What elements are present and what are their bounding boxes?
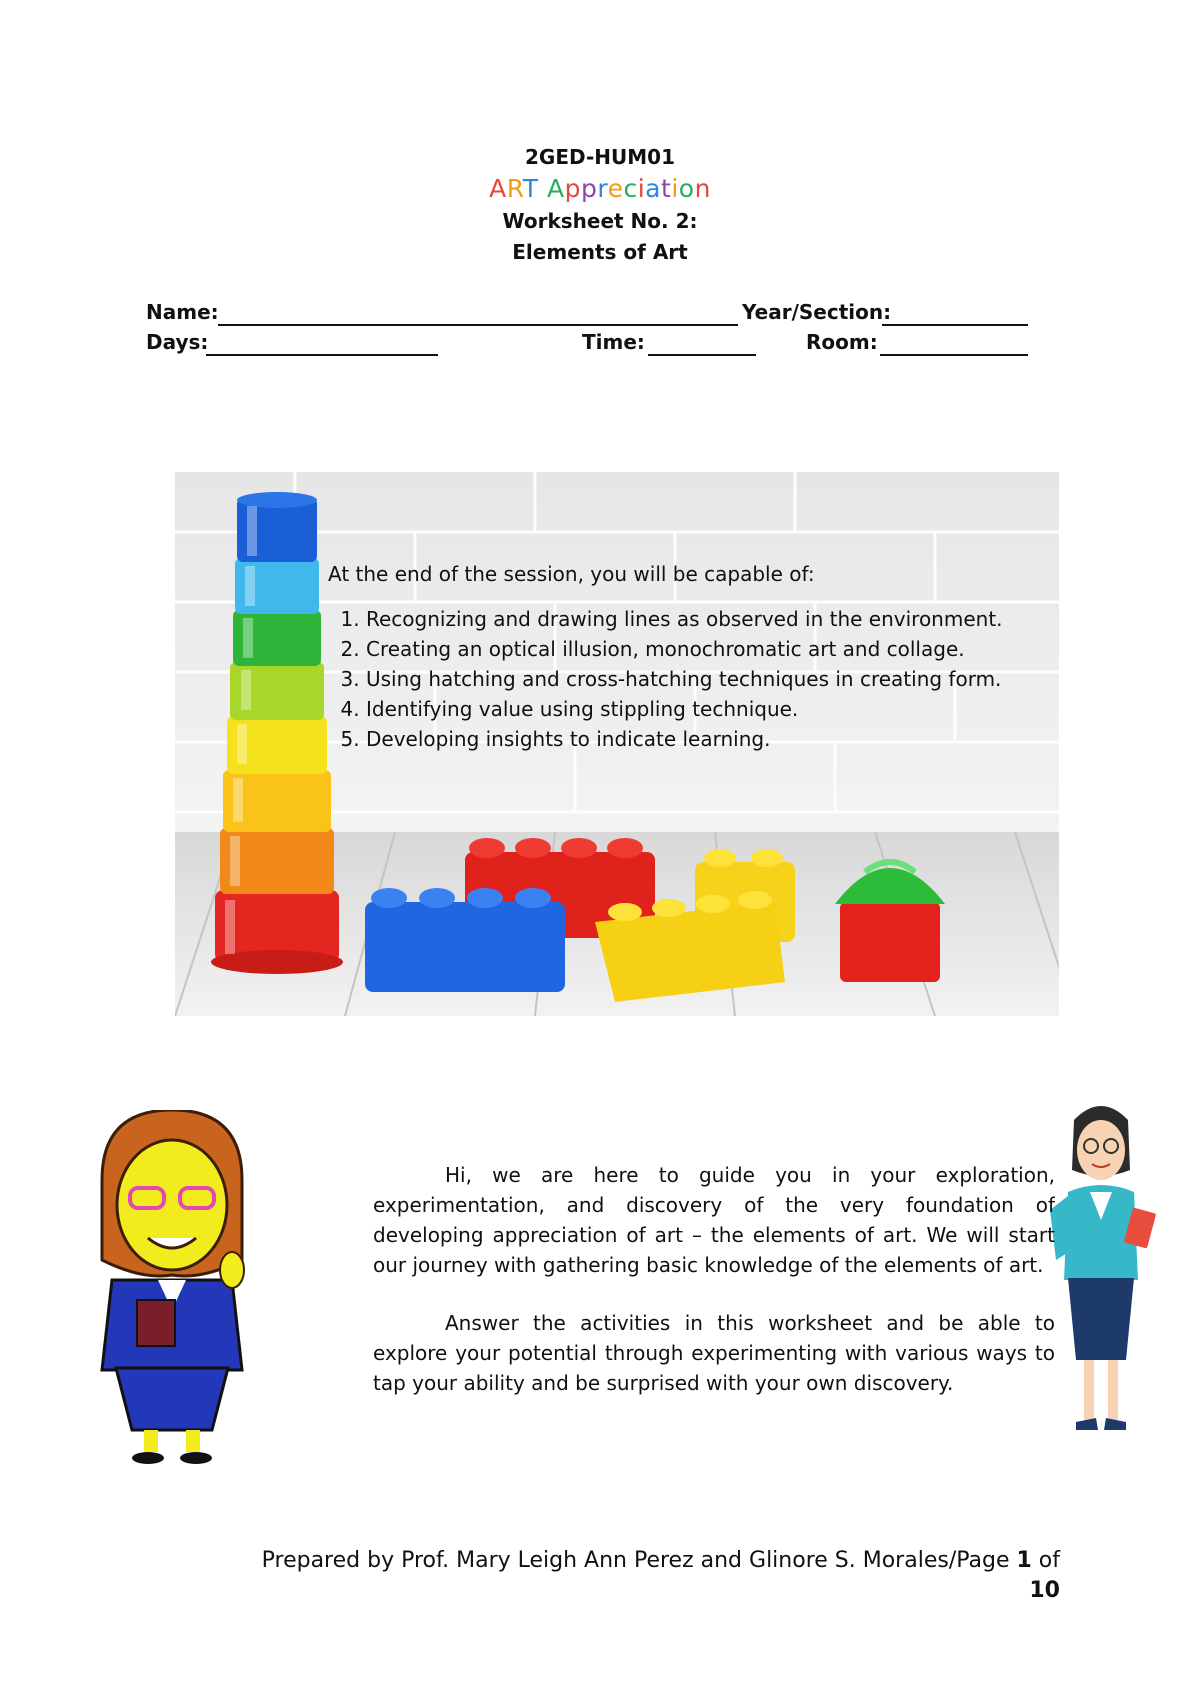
teacher-cartoon-left bbox=[82, 1110, 262, 1470]
footer-total-pages: 10 bbox=[1029, 1578, 1060, 1603]
title-letter: i bbox=[637, 174, 646, 203]
objective-item: 3. Using hatching and cross-hatching techniques in creating form. bbox=[366, 664, 1048, 694]
year-section-label: Year/Section: bbox=[742, 300, 892, 324]
objective-item: 2. Creating an optical illusion, monochromatic art and collage. bbox=[366, 634, 1048, 664]
title-letter: n bbox=[694, 174, 711, 203]
teacher-cartoon-right bbox=[1046, 1100, 1156, 1450]
objective-item: 1. Recognizing and drawing lines as observed in the environment. bbox=[366, 604, 1048, 634]
introduction-text bbox=[373, 1160, 1055, 1422]
name-field[interactable] bbox=[218, 324, 738, 326]
intro-paragraph: Answer the activities in this worksheet and be able to explore your potential through experimenting with various ways to tap your ability and be surprised with your own discovery. bbox=[373, 1311, 1055, 1395]
objective-item: 4. Identifying value using stippling technique. bbox=[366, 694, 1048, 724]
worksheet-topic: Elements of Art bbox=[512, 240, 688, 264]
footer-of: of bbox=[1031, 1548, 1060, 1573]
student-info-form bbox=[146, 300, 1026, 360]
objectives-list bbox=[328, 604, 1048, 754]
worksheet-header bbox=[0, 142, 1200, 268]
title-letter: p bbox=[580, 174, 598, 203]
title-letter: o bbox=[678, 174, 695, 203]
title-letter: t bbox=[661, 174, 672, 203]
title-letter: A bbox=[546, 174, 565, 203]
time-label: Time: bbox=[582, 330, 645, 354]
title-letter: R bbox=[506, 174, 523, 203]
name-label: Name: bbox=[146, 300, 219, 324]
room-field[interactable] bbox=[880, 354, 1028, 356]
title-letter: i bbox=[671, 174, 679, 203]
course-code: 2GED-HUM01 bbox=[525, 145, 675, 169]
footer-page-number: 1 bbox=[1016, 1548, 1032, 1573]
days-field[interactable] bbox=[206, 354, 438, 356]
title-letter: T bbox=[522, 174, 539, 203]
title-letter bbox=[539, 174, 547, 203]
footer-credit: Prepared by Prof. Mary Leigh Ann Perez and Glinore S. Morales/Page bbox=[261, 1548, 1017, 1573]
learning-objectives bbox=[328, 560, 1048, 754]
title-letter: c bbox=[623, 174, 638, 203]
title-letter: a bbox=[645, 174, 661, 203]
title-letter: e bbox=[607, 174, 624, 203]
title-letter: r bbox=[597, 174, 608, 203]
room-label: Room: bbox=[806, 330, 878, 354]
days-label: Days: bbox=[146, 330, 209, 354]
objective-item: 5. Developing insights to indicate learning. bbox=[366, 724, 1048, 754]
title-letter: A bbox=[489, 174, 507, 203]
time-field[interactable] bbox=[648, 354, 756, 356]
title-letter: p bbox=[564, 174, 581, 203]
objectives-lead: At the end of the session, you will be capable of: bbox=[328, 562, 815, 586]
worksheet-number: Worksheet No. 2: bbox=[502, 209, 698, 233]
course-title bbox=[0, 172, 1200, 206]
year-section-field[interactable] bbox=[882, 324, 1028, 326]
intro-paragraph: Hi, we are here to guide you in your exploration, experimentation, and discovery of the very foundation of developing appreciation of art – the elements of art. We will start our journey with gathering basic knowledge of the elements of art. bbox=[373, 1163, 1055, 1277]
page-footer bbox=[150, 1546, 1060, 1606]
